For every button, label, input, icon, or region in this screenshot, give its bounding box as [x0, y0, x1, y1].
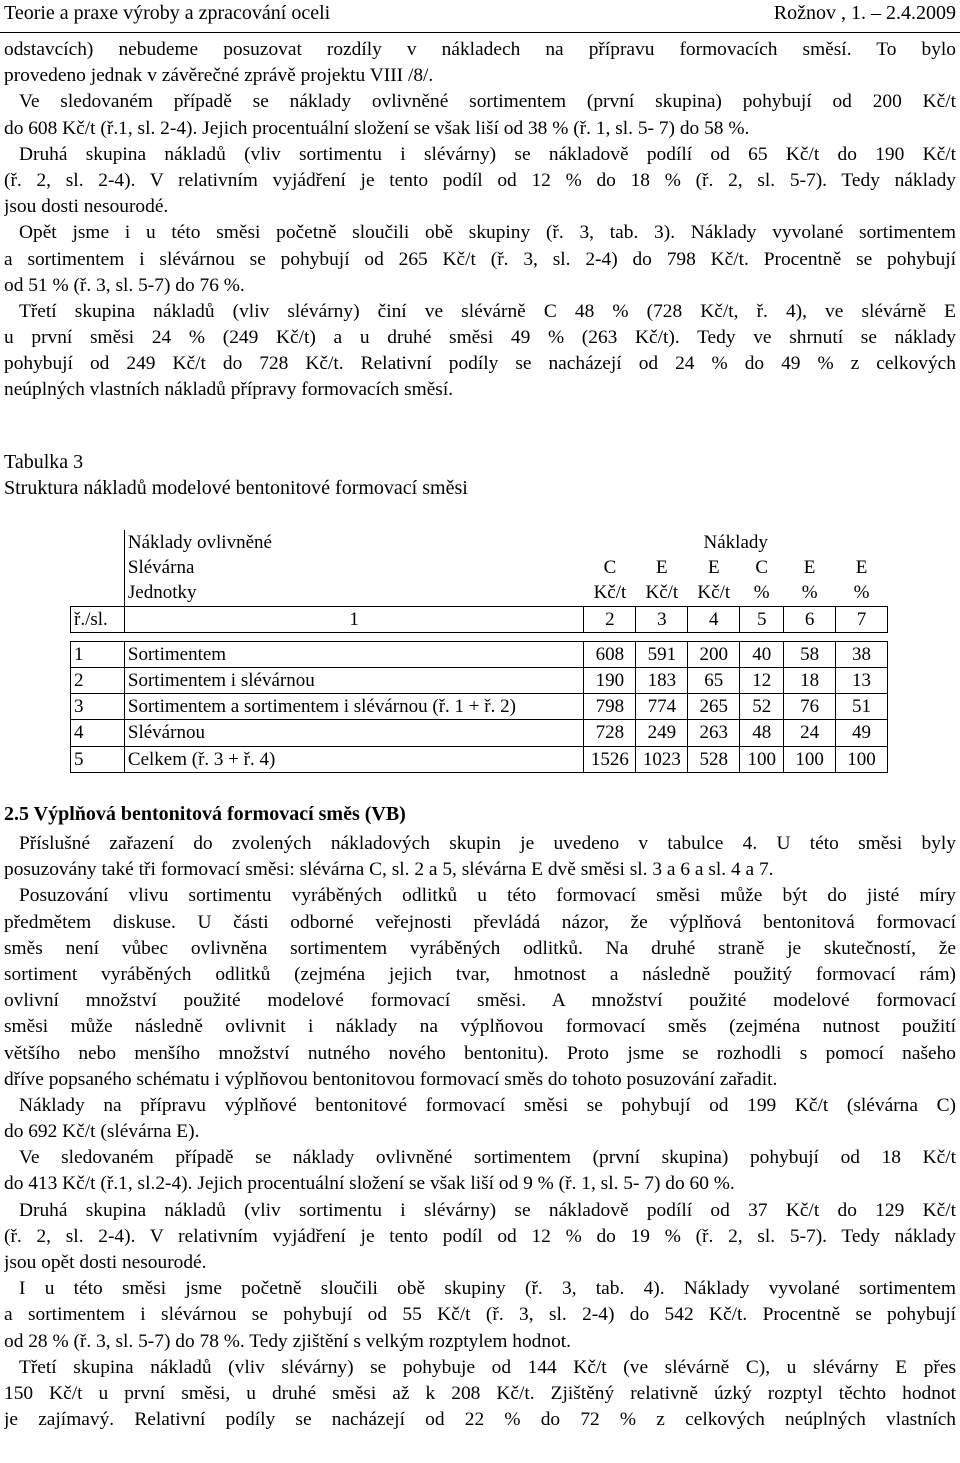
value-cell: 65 — [688, 667, 740, 693]
header-date: Rožnov , 1. – 2.4.2009 — [773, 2, 956, 24]
value-cell: 183 — [636, 667, 688, 693]
value-cell: 774 — [636, 694, 688, 720]
text-line: od 28 % (ř. 3, sl. 5-7) do 78 %. Tedy zjištění s velkým rozptylem hodnot. — [4, 1330, 571, 1352]
table-header-row — [71, 530, 888, 555]
value-cell: 13 — [836, 667, 888, 693]
unit-cell: % — [753, 582, 770, 604]
row-number: 5 — [71, 746, 125, 772]
text-line: ovlivní množství použité modelové formovací směsi. A množství použité modelové formovací — [4, 990, 956, 1012]
foundry-cell: E — [707, 557, 720, 579]
colnum-cell: 6 — [784, 606, 836, 632]
value-cell: 76 — [784, 694, 836, 720]
text-line: Opět jsme i u této směsi početně sloučili obě skupiny (ř. 3, tab. 3). Náklady vyvolané sortimentem — [19, 222, 956, 244]
header-foundry: Slévárna — [127, 557, 195, 579]
unit-cell: Kč/t — [645, 582, 679, 604]
value-cell: 52 — [740, 694, 784, 720]
foundry-cell: E — [656, 557, 668, 579]
row-label: Sortimentem — [124, 641, 584, 667]
table-row — [71, 641, 888, 667]
header-rowcol: ř./sl. — [71, 606, 125, 632]
value-cell: 40 — [740, 641, 784, 667]
header-title: Teorie a praxe výroby a zpracování oceli — [4, 2, 331, 24]
text-line: Ve sledovaném případě se náklady ovlivněné sortimentem (první skupina) pohybují od 200 Kč/t — [19, 91, 956, 113]
value-cell: 798 — [584, 694, 636, 720]
text-line: od 51 % (ř. 3, sl. 5-7) do 76 %. — [4, 274, 245, 296]
text-line: u první směsi 24 % (249 Kč/t) a u druhé směsi 49 % (263 Kč/t). Tedy ve shrnutí se náklady — [4, 327, 956, 349]
text-line: 150 Kč/t u první směsi, u druhé směsi až k 208 Kč/t. Zjištěný relativně úzký rozptyl těchto hodnot — [4, 1382, 956, 1404]
text-line: a sortimentem i slévárnou se pohybují od 265 Kč/t (ř. 3, sl. 2-4) do 798 Kč/t. Procentně se pohybují — [4, 248, 956, 270]
row-number: 2 — [71, 667, 125, 693]
value-cell: 48 — [740, 720, 784, 746]
value-cell: 265 — [688, 694, 740, 720]
value-cell: 528 — [688, 746, 740, 772]
text-line: jsou opět dosti nesourodé. — [4, 1252, 207, 1273]
row-label: Sortimentem a sortimentem i slévárnou (ř. 1 + ř. 2) — [124, 694, 584, 720]
header-costs: Náklady — [703, 532, 768, 554]
text-line: dříve popsaného schématu i výplňovou bentonitovou formovací směs do tohoto posuzování zařadit. — [4, 1068, 778, 1090]
foundry-cell: E — [855, 557, 868, 579]
value-cell: 200 — [688, 641, 740, 667]
header-influenced: Náklady ovlivněné — [127, 532, 272, 554]
table-title: Struktura nákladů modelové bentonitové formovací směsi — [4, 477, 468, 499]
row-label: Sortimentem i slévárnou — [124, 667, 584, 693]
colnum-cell: 3 — [636, 606, 688, 632]
text-line: Třetí skupina nákladů (vliv slévárny) činí ve slévárně C 48 % (728 Kč/t, ř. 4), ve slévárně E — [19, 300, 956, 322]
colnum-cell: 7 — [836, 606, 888, 632]
table-row — [71, 746, 888, 772]
value-cell: 1526 — [584, 746, 636, 772]
value-cell: 12 — [740, 667, 784, 693]
text-line: směsi může následně ovlivnit i náklady na výplňovou formovací směs (zejména nutnost použití — [4, 1016, 956, 1038]
text-line: většího nebo menšího množství nutného nového bentonitu). Proto jsme se rozhodli s pomocí našeho — [4, 1042, 956, 1064]
unit-cell: Kč/t — [593, 582, 627, 604]
text-line: (ř. 2, sl. 2-4). V relativním vyjádření je tento podíl od 12 % do 18 % (ř. 2, sl. 5-7). Tedy náklady — [4, 169, 956, 191]
text-line: sortiment vyráběných odlitků (zejména jejich tvar, hmotnost a následně použitý formovací rám) — [4, 963, 956, 985]
value-cell: 1023 — [636, 746, 688, 772]
row-number: 1 — [71, 641, 125, 667]
table-spacer — [71, 632, 888, 641]
table-colnum-row — [71, 606, 888, 632]
unit-cell: % — [801, 582, 818, 604]
unit-cell: Kč/t — [697, 582, 731, 604]
text-line: Ve sledovaném případě se náklady ovlivněné sortimentem (první skupina) pohybují od 18 Kč/t — [19, 1147, 956, 1169]
table-label: Tabulka 3 — [4, 451, 84, 473]
text-line: do 692 Kč/t (slévárna E). — [4, 1121, 200, 1143]
value-cell: 608 — [584, 641, 636, 667]
text-line: (ř. 2, sl. 2-4). V relativním vyjádření je tento podíl od 12 % do 19 % (ř. 2, sl. 5-7). Tedy náklady — [4, 1225, 956, 1247]
table-row — [71, 694, 888, 720]
section-title: 2.5 Výplňová bentonitová formovací směs (VB) — [4, 803, 406, 825]
text-line: předmětem diskuse. U části odborné veřejnosti převládá názor, že výplňová bentonitová formovací — [4, 911, 956, 933]
foundry-cell: C — [755, 557, 769, 579]
text-line: jsou dosti nesourodé. — [4, 196, 169, 218]
value-cell: 51 — [836, 694, 888, 720]
colnum-cell: 4 — [688, 606, 740, 632]
colnum-cell: 1 — [124, 606, 584, 632]
value-cell: 18 — [784, 667, 836, 693]
colnum-cell: 2 — [584, 606, 636, 632]
text-line: Posuzování vlivu sortimentu vyráběných odlitků u této formovací směsi může být do jisté míry — [19, 885, 956, 907]
header-units: Jednotky — [127, 582, 197, 604]
text-line: provedeno jednak v závěrečné zprávě projektu VIII /8/. — [4, 65, 434, 87]
text-line: Druhá skupina nákladů (vliv sortimentu i slévárny) se nákladově podílí od 65 Kč/t do 190 Kč/t — [19, 143, 956, 165]
table-header-row — [71, 580, 888, 606]
text-line: odstavcích) nebudeme posuzovat rozdíly v nákladech na přípravu formovacích směsí. To bylo — [4, 39, 956, 60]
value-cell: 58 — [784, 641, 836, 667]
table-row — [71, 667, 888, 693]
value-cell: 249 — [636, 720, 688, 746]
foundry-cell: E — [803, 557, 816, 579]
text-line: směs není vůbec ovlivněna sortimentem vyráběných odlitků. Na druhé straně je skutečností, že — [4, 937, 956, 959]
running-header — [4, 2, 956, 28]
text-line: pohybují od 249 Kč/t do 728 Kč/t. Relativní podíly se nacházejí od 24 % do 49 % z celkových — [4, 353, 956, 375]
text-line: Třetí skupina nákladů (vliv slévárny) se pohybuje od 144 Kč/t (ve slévárně C), u slévárny E přes — [19, 1356, 956, 1378]
text-line: Druhá skupina nákladů (vliv sortimentu i slévárny) se nákladově podílí od 37 Kč/t do 129 Kč/t — [19, 1199, 956, 1221]
value-cell: 591 — [636, 641, 688, 667]
text-line: Příslušné zařazení do zvolených nákladových skupin je uvedeno v tabulce 4. U této směsi byly — [19, 833, 956, 854]
text-line: neúplných vlastních nákladů přípravy formovacích směsí. — [4, 379, 454, 401]
row-number: 4 — [71, 720, 125, 746]
foundry-cell: C — [603, 557, 617, 579]
text-line: Náklady na přípravu výplňové bentonitové formovací směsi se pohybují od 199 Kč/t (slévárna C) — [19, 1094, 956, 1116]
value-cell: 100 — [740, 746, 784, 772]
text-line: posuzovány také tři formovací směsi: slévárna C, sl. 2 a 5, slévárna E dvě směsi sl. 3 a 6 a sl. 4 a 7. — [4, 859, 774, 881]
colnum-cell: 5 — [740, 606, 784, 632]
row-number: 3 — [71, 694, 125, 720]
row-label: Celkem (ř. 3 + ř. 4) — [124, 746, 584, 772]
text-line: I u této směsi jsme početně sloučili obě skupiny (ř. 3, tab. 4). Náklady vyvolané sortimentem — [19, 1278, 956, 1300]
text-line: je zajímavý. Relativní podíly se nacházejí od 22 % do 72 % z celkových neúplných vlastních — [4, 1409, 956, 1431]
text-line: do 413 Kč/t (ř.1, sl.2-4). Jejich procentuální složení se však liší od 9 % (ř. 1, sl. 5- 7) do 60 %. — [4, 1173, 735, 1195]
value-cell: 24 — [784, 720, 836, 746]
row-label: Slévárnou — [124, 720, 584, 746]
table-row — [71, 720, 888, 746]
value-cell: 190 — [584, 667, 636, 693]
value-cell: 263 — [688, 720, 740, 746]
text-line: do 608 Kč/t (ř.1, sl. 2-4). Jejich procentuální složení se však liší od 38 % (ř. 1, sl. 5- 7) do 58 %. — [4, 117, 750, 139]
value-cell: 38 — [836, 641, 888, 667]
header-rule — [0, 32, 960, 33]
value-cell: 100 — [836, 746, 888, 772]
value-cell: 100 — [784, 746, 836, 772]
intro-text — [4, 37, 956, 404]
unit-cell: % — [853, 582, 870, 604]
body-text — [4, 831, 956, 1433]
cost-structure-table — [70, 530, 888, 773]
value-cell: 49 — [836, 720, 888, 746]
text-line: a sortimentem i slévárnou se pohybují od 55 Kč/t (ř. 3, sl. 2-4) do 542 Kč/t. Procentně se pohybují — [4, 1304, 956, 1326]
value-cell: 728 — [584, 720, 636, 746]
table-header-row — [71, 555, 888, 580]
